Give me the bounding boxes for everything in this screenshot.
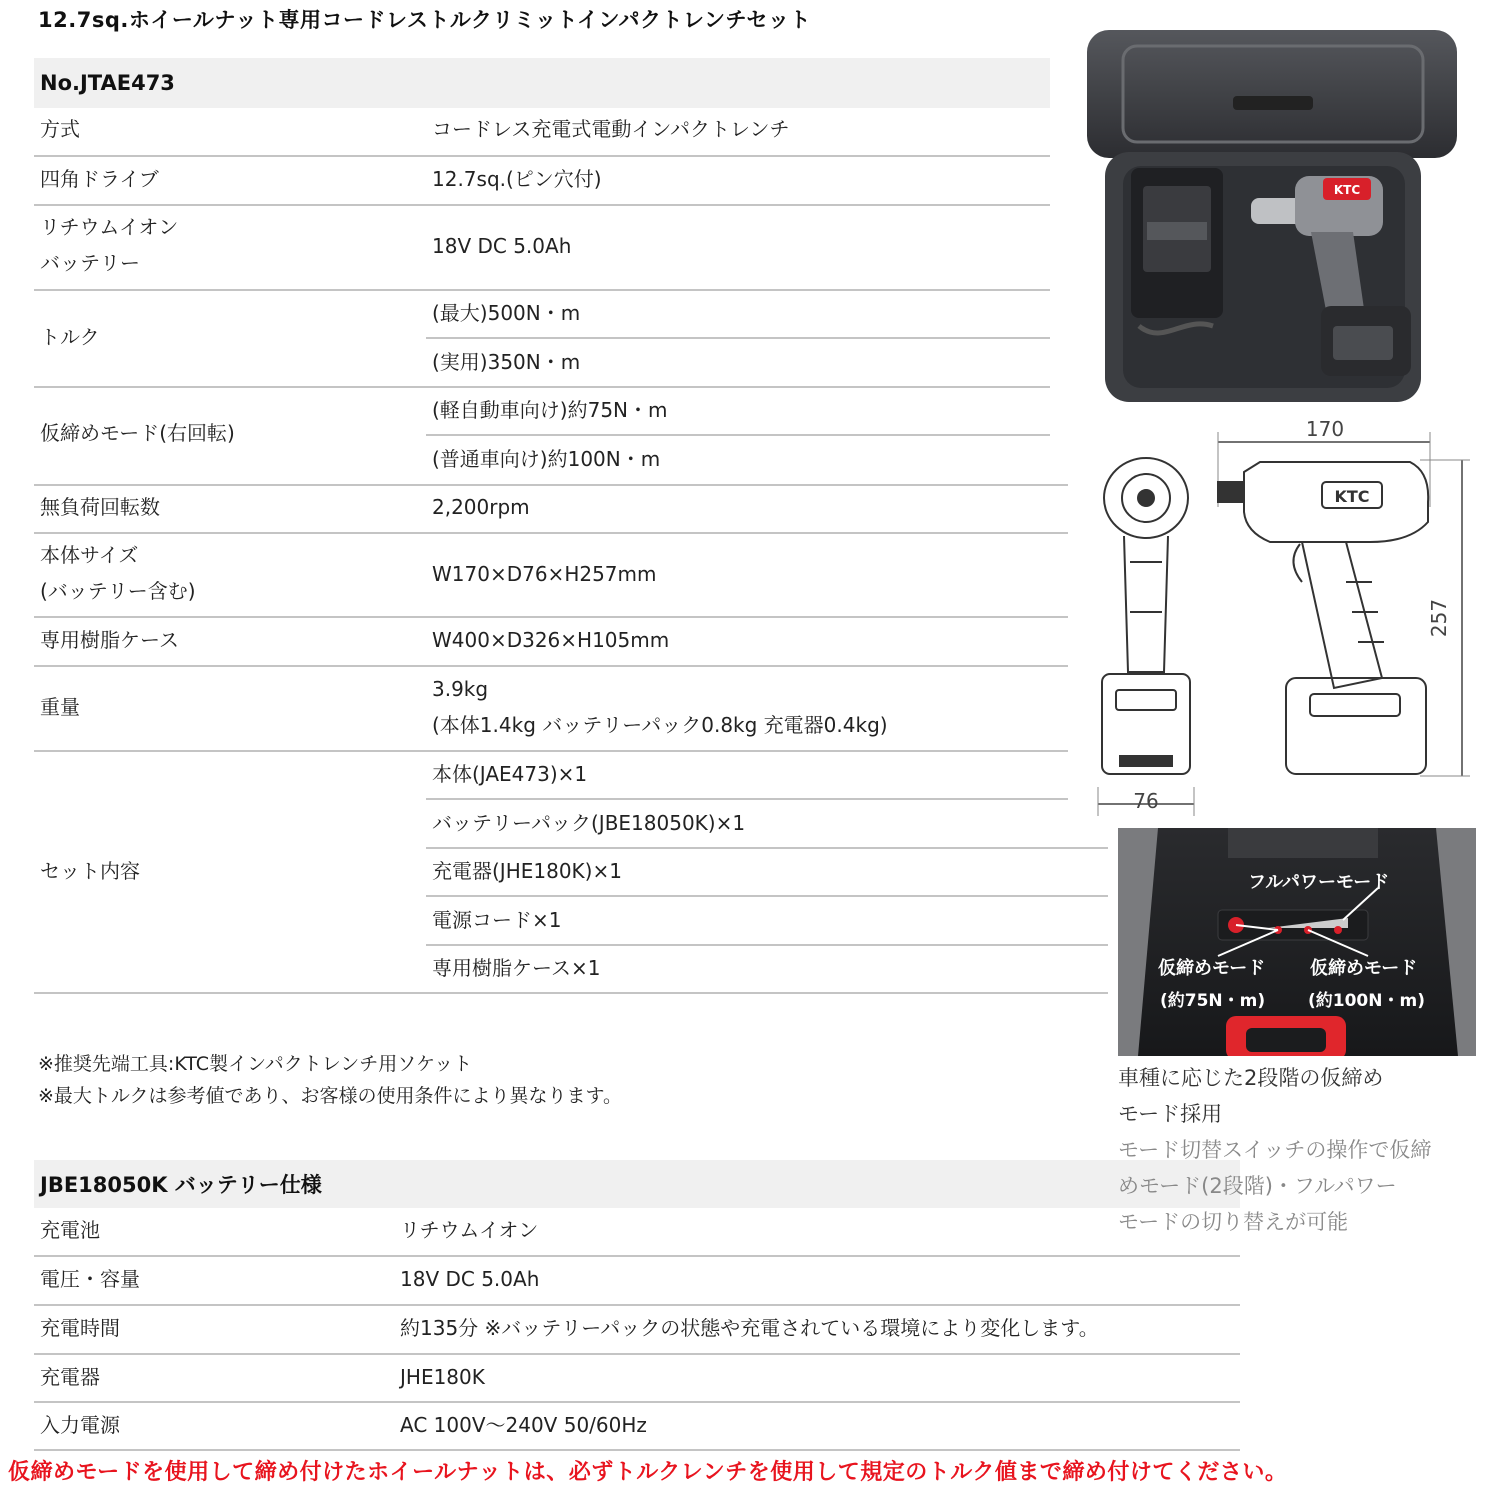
- spec-label-line: 本体サイズ: [40, 543, 139, 567]
- row-divider: [34, 665, 1068, 667]
- spec-label: 重量: [40, 695, 80, 719]
- battery-label: 充電池: [40, 1218, 100, 1242]
- model-number: No.JTAE473: [40, 71, 175, 95]
- subrow-divider: [426, 944, 1108, 946]
- brand-logo: KTC: [1333, 183, 1361, 197]
- battery-label: 電圧・容量: [40, 1267, 140, 1291]
- spec-label: 専用樹脂ケース: [40, 628, 179, 652]
- note-line: ※推奨先端工具:KTC製インパクトレンチ用ソケット: [38, 1053, 473, 1075]
- spec-label: 無負荷回転数: [40, 495, 160, 519]
- spec-value: (軽自動車向け)約75N・m: [432, 398, 668, 422]
- row-divider: [34, 204, 1050, 206]
- row-divider: [34, 1449, 1240, 1451]
- spec-label: セット内容: [40, 859, 140, 883]
- brand-logo-outline: KTC: [1334, 487, 1370, 506]
- mode1-label: 仮締めモード: [1158, 958, 1266, 979]
- subrow-divider: [426, 895, 1108, 897]
- caption-title-line: モード採用: [1118, 1102, 1223, 1126]
- spec-label-line: バッテリー: [40, 251, 140, 275]
- caption-desc-line: モードの切り替えが可能: [1118, 1210, 1349, 1234]
- set-item: 充電器(JHE180K)×1: [432, 859, 622, 883]
- feature-caption: [1118, 1060, 1488, 1240]
- mode-switch-photo: [1118, 828, 1476, 1056]
- caption-desc-line: モード切替スイッチの操作で仮締: [1118, 1138, 1432, 1162]
- spec-label: 四角ドライブ: [40, 167, 159, 191]
- row-divider: [34, 155, 1050, 157]
- spec-value: (実用)350N・m: [432, 350, 581, 374]
- row-divider: [34, 289, 1050, 291]
- dim-height: 257: [1427, 598, 1451, 638]
- spec-label: 仮締めモード(右回転): [40, 421, 235, 445]
- subrow-divider: [426, 337, 1050, 339]
- set-item: 専用樹脂ケース×1: [432, 956, 601, 980]
- spec-value-line: 3.9kg: [432, 677, 489, 701]
- battery-value: リチウムイオン: [400, 1218, 539, 1242]
- battery-header-text: JBE18050K バッテリー仕様: [40, 1173, 322, 1197]
- notes: [38, 1048, 622, 1112]
- model-header: [34, 58, 1050, 108]
- battery-label: 充電時間: [40, 1316, 120, 1340]
- battery-header: [34, 1160, 1240, 1208]
- spec-label-line: リチウムイオン: [40, 215, 179, 239]
- mode2-label: 仮締めモード: [1310, 958, 1418, 979]
- set-item: バッテリーパック(JBE18050K)×1: [432, 811, 746, 835]
- row-divider: [34, 532, 1068, 534]
- spec-label: 方式: [40, 117, 80, 141]
- row-divider: [34, 1255, 1240, 1257]
- dim-depth: 76: [1133, 789, 1159, 813]
- spec-value: コードレス充電式電動インパクトレンチ: [432, 117, 790, 141]
- spec-value: (普通車向け)約100N・m: [432, 447, 661, 471]
- spec-value: 18V DC 5.0Ah: [432, 234, 572, 258]
- caption-title-line: 車種に応じた2段階の仮締め: [1118, 1066, 1384, 1090]
- row-divider: [34, 484, 1068, 486]
- case-photo: [1083, 26, 1461, 406]
- row-divider: [34, 750, 1068, 752]
- battery-value: JHE180K: [400, 1365, 485, 1389]
- mode1-value: (約75N・m): [1160, 991, 1266, 1011]
- subrow-divider: [426, 434, 1050, 436]
- caption-desc-line: めモード(2段階)・フルパワー: [1118, 1174, 1397, 1198]
- subrow-divider: [426, 798, 1068, 800]
- set-item: 電源コード×1: [432, 908, 562, 932]
- row-divider: [34, 992, 1108, 994]
- dimension-drawing: [1090, 412, 1476, 822]
- mode2-value: (約100N・m): [1308, 991, 1425, 1011]
- spec-value: W400×D326×H105mm: [432, 628, 670, 652]
- side-view: [1218, 462, 1428, 774]
- row-divider: [34, 1304, 1240, 1306]
- case-lid: [1087, 30, 1457, 158]
- note-line: ※最大トルクは参考値であり、お客様の使用条件により異なります。: [38, 1085, 623, 1107]
- battery-label: 入力電源: [40, 1413, 120, 1437]
- spec-value: 12.7sq.(ピン穴付): [432, 167, 602, 191]
- battery-value: 18V DC 5.0Ah: [400, 1267, 540, 1291]
- battery-value: 約135分 ※バッテリーパックの状態や充電されている環境により変化します。: [400, 1316, 1099, 1340]
- row-divider: [34, 386, 1050, 388]
- battery-value: AC 100V〜240V 50/60Hz: [400, 1413, 647, 1437]
- spec-value: (最大)500N・m: [432, 301, 581, 325]
- dim-width: 170: [1305, 417, 1345, 441]
- warning-text: 仮締めモードを使用して締め付けたホイールナットは、必ずトルクレンチを使用して規定のトルク値まで締め付けてください。: [8, 1460, 1288, 1485]
- set-item: 本体(JAE473)×1: [432, 762, 588, 786]
- front-view: [1102, 458, 1190, 774]
- spec-value-line: (本体1.4kg バッテリーパック0.8kg 充電器0.4kg): [432, 713, 888, 737]
- row-divider: [34, 1353, 1240, 1355]
- spec-value: W170×D76×H257mm: [432, 562, 657, 586]
- battery-label: 充電器: [40, 1365, 100, 1389]
- row-divider: [34, 616, 1068, 618]
- full-power-label: フルパワーモード: [1248, 872, 1390, 893]
- spec-label-line: (バッテリー含む): [40, 579, 196, 603]
- spec-value: 2,200rpm: [432, 495, 530, 519]
- row-divider: [34, 1401, 1240, 1403]
- spec-label: トルク: [40, 325, 100, 349]
- page-title: 12.7sq.ホイールナット専用コードレストルクリミットインパクトレンチセット: [38, 8, 812, 32]
- subrow-divider: [426, 847, 1108, 849]
